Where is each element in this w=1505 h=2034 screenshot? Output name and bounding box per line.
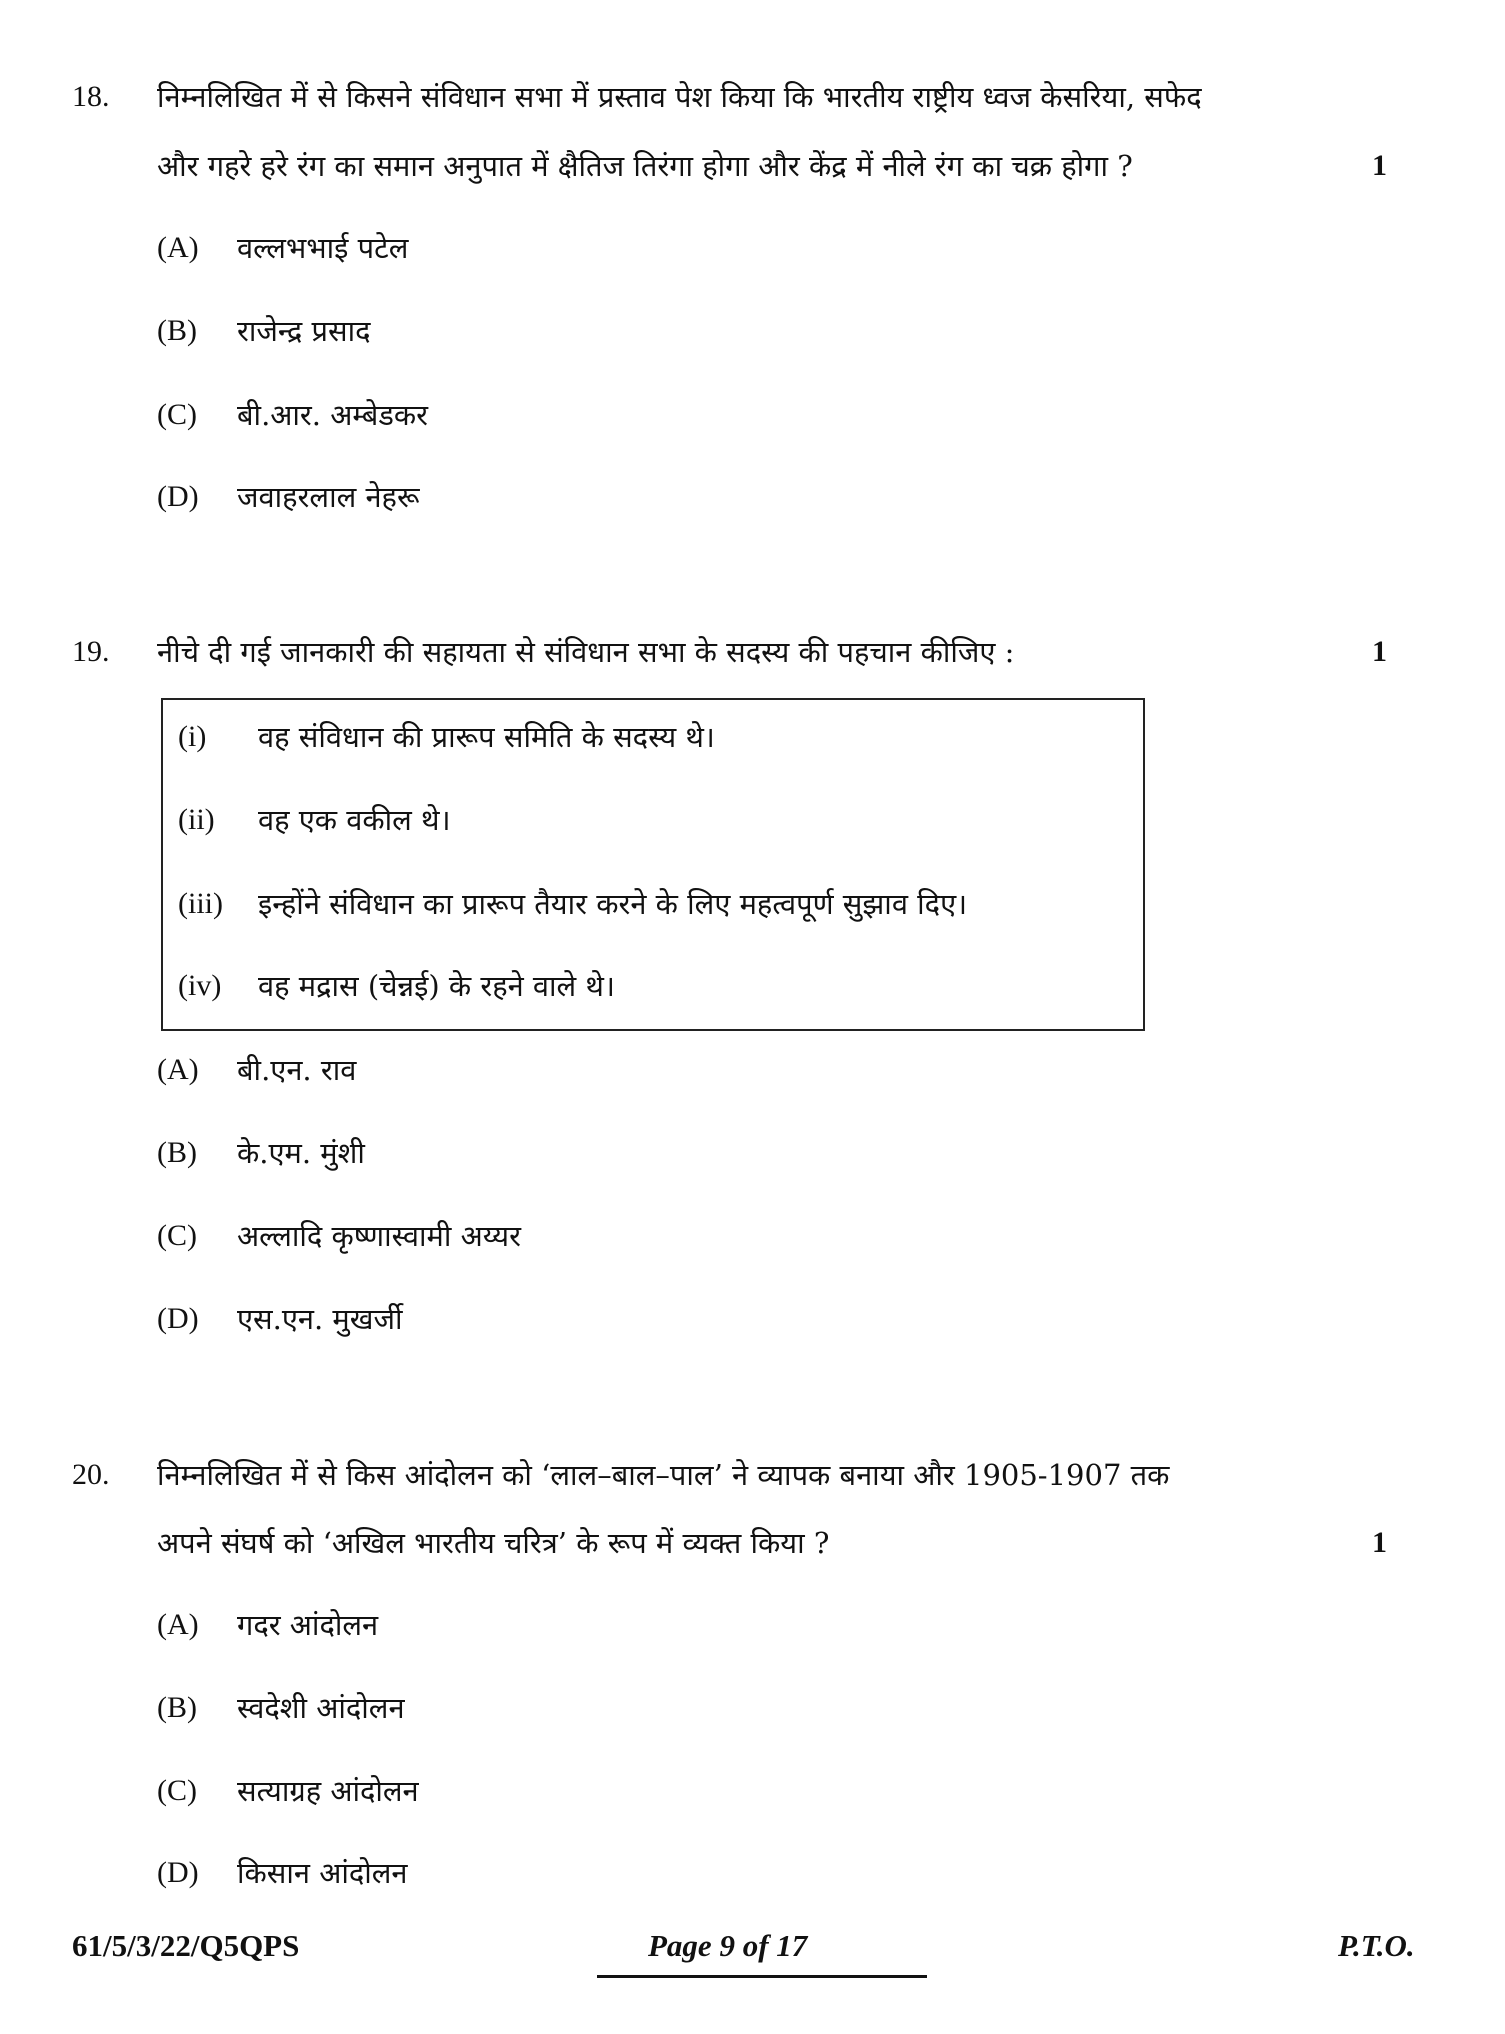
option-text: अल्लादि कृष्णास्वामी अय्यर <box>237 1219 521 1253</box>
option-label: (A) <box>157 231 199 264</box>
option-text: के.एम. मुंशी <box>237 1136 365 1170</box>
option-text: एस.एन. मुखर्जी <box>237 1302 403 1336</box>
option-label: (B) <box>157 314 197 347</box>
clue-label: (i) <box>178 720 207 753</box>
option-text: किसान आंदोलन <box>237 1856 408 1890</box>
clue-label: (iii) <box>178 887 223 920</box>
question-text: नीचे दी गई जानकारी की सहायता से संविधान सभा के सदस्य की पहचान कीजिए : <box>157 635 1015 669</box>
question-number: 19. <box>72 635 110 668</box>
page-number: Page 9 of 17 <box>648 1928 808 1963</box>
clue-text: वह मद्रास (चेन्नई) के रहने वाले थे। <box>258 969 615 1003</box>
option-label: (C) <box>157 1774 197 1807</box>
question-text: निम्नलिखित में से किस आंदोलन को ‘लाल–बाल–पाल’ ने व्यापक बनाया और 1905-1907 तक <box>157 1458 1170 1492</box>
option-text: सत्याग्रह आंदोलन <box>237 1774 419 1808</box>
question-text: अपने संघर्ष को ‘अखिल भारतीय चरित्र’ के रूप में व्यक्त किया ? <box>157 1526 830 1560</box>
clue-text: इन्होंने संविधान का प्रारूप तैयार करने के लिए महत्वपूर्ण सुझाव दिए। <box>258 887 968 921</box>
question-number: 18. <box>72 80 110 113</box>
option-label: (B) <box>157 1136 197 1169</box>
option-label: (D) <box>157 1856 199 1889</box>
page-number-underline <box>597 1975 927 1978</box>
option-label: (A) <box>157 1608 199 1641</box>
clue-text: वह संविधान की प्रारूप समिति के सदस्य थे। <box>258 720 715 754</box>
clue-label: (ii) <box>178 803 215 836</box>
please-turn-over: P.T.O. <box>1338 1928 1415 1963</box>
option-text: राजेन्द्र प्रसाद <box>237 314 371 348</box>
question-number: 20. <box>72 1458 110 1491</box>
option-text: गदर आंदोलन <box>237 1608 379 1642</box>
option-label: (A) <box>157 1053 199 1086</box>
option-text: जवाहरलाल नेहरू <box>237 480 420 514</box>
clue-label: (iv) <box>178 969 222 1002</box>
question-marks: 1 <box>1372 635 1387 668</box>
question-text: और गहरे हरे रंग का समान अनुपात में क्षैतिज तिरंगा होगा और केंद्र में नीले रंग का चक्र होगा ? <box>157 149 1133 183</box>
question-text: निम्नलिखित में से किसने संविधान सभा में प्रस्ताव पेश किया कि भारतीय राष्ट्रीय ध्वज केसरिया, सफेद <box>157 80 1202 114</box>
question-marks: 1 <box>1372 1526 1387 1559</box>
clue-text: वह एक वकील थे। <box>258 803 451 837</box>
option-label: (D) <box>157 480 199 513</box>
paper-code: 61/5/3/22/Q5QPS <box>72 1928 300 1963</box>
question-marks: 1 <box>1372 149 1387 182</box>
option-text: स्वदेशी आंदोलन <box>237 1691 405 1725</box>
option-label: (C) <box>157 1219 197 1252</box>
option-label: (B) <box>157 1691 197 1724</box>
option-text: बी.आर. अम्बेडकर <box>237 398 429 432</box>
option-text: बी.एन. राव <box>237 1053 357 1087</box>
option-text: वल्लभभाई पटेल <box>237 231 409 265</box>
option-label: (D) <box>157 1302 199 1335</box>
option-label: (C) <box>157 398 197 431</box>
